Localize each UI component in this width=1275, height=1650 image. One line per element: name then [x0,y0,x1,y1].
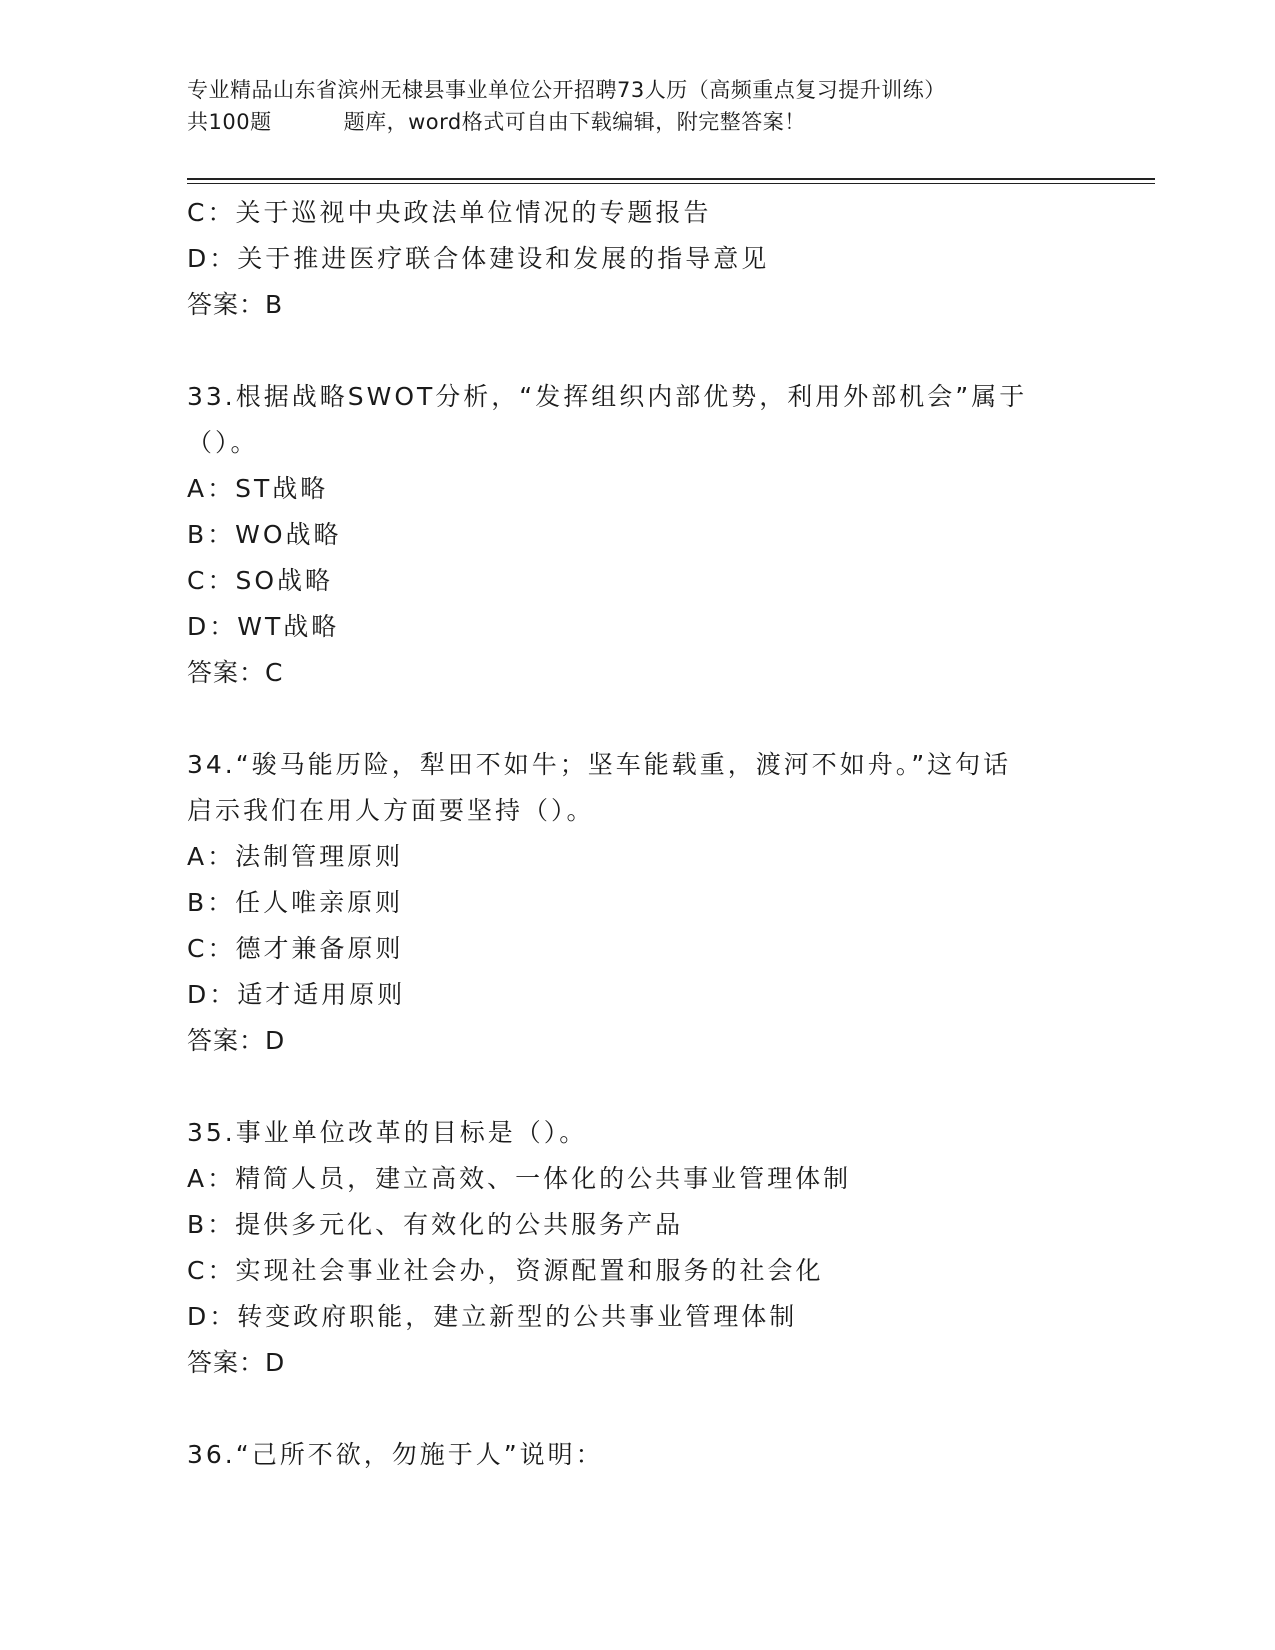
question-stem: 33.根据战略SWOT分析，“发挥组织内部优势，利用外部机会”属于 [187,382,1028,411]
option-a: A：ST战略 [187,474,329,503]
option-c: C：关于巡视中央政法单位情况的专题报告 [187,198,712,227]
option-b: B：任人唯亲原则 [187,888,404,917]
option-c: C：SO战略 [187,566,334,595]
option-d: D：转变政府职能，建立新型的公共事业管理体制 [187,1302,798,1331]
header-title: 专业精品山东省滨州无棣县事业单位公开招聘73人历（高频重点复习提升训练） [187,78,946,102]
question-stem-cont: 启示我们在用人方面要坚持（）。 [187,796,595,825]
option-d: D：WT战略 [187,612,340,641]
option-a: A：精简人员，建立高效、一体化的公共事业管理体制 [187,1164,852,1193]
option-b: B：WO战略 [187,520,342,549]
header-rule-thin [187,183,1155,184]
option-c: C：德才兼备原则 [187,934,404,963]
header-rule-thick [187,178,1155,180]
answer-line: 答案：D [187,1026,286,1055]
answer-line: 答案：B [187,290,284,319]
question-content [187,190,1147,1478]
page-header [187,74,1147,138]
answer-line: 答案：C [187,658,284,687]
option-c: C：实现社会事业社会办，资源配置和服务的社会化 [187,1256,824,1285]
option-b: B：提供多元化、有效化的公共服务产品 [187,1210,684,1239]
question-stem: 34.“骏马能历险，犁田不如牛；坚车能载重，渡河不如舟。”这句话 [187,750,1012,779]
header-description: 题库，word格式可自由下载编辑，附完整答案！ [343,110,806,134]
question-stem: 35.事业单位改革的目标是（）。 [187,1118,588,1147]
header-count: 共100题 [187,110,272,134]
header-subtitle [187,106,1147,138]
option-d: D：适才适用原则 [187,980,406,1009]
option-a: A：法制管理原则 [187,842,404,871]
question-stem: 36.“己所不欲，勿施于人”说明： [187,1440,604,1469]
option-d: D：关于推进医疗联合体建设和发展的指导意见 [187,244,770,273]
answer-line: 答案：D [187,1348,286,1377]
question-stem-cont: （）。 [187,428,259,457]
